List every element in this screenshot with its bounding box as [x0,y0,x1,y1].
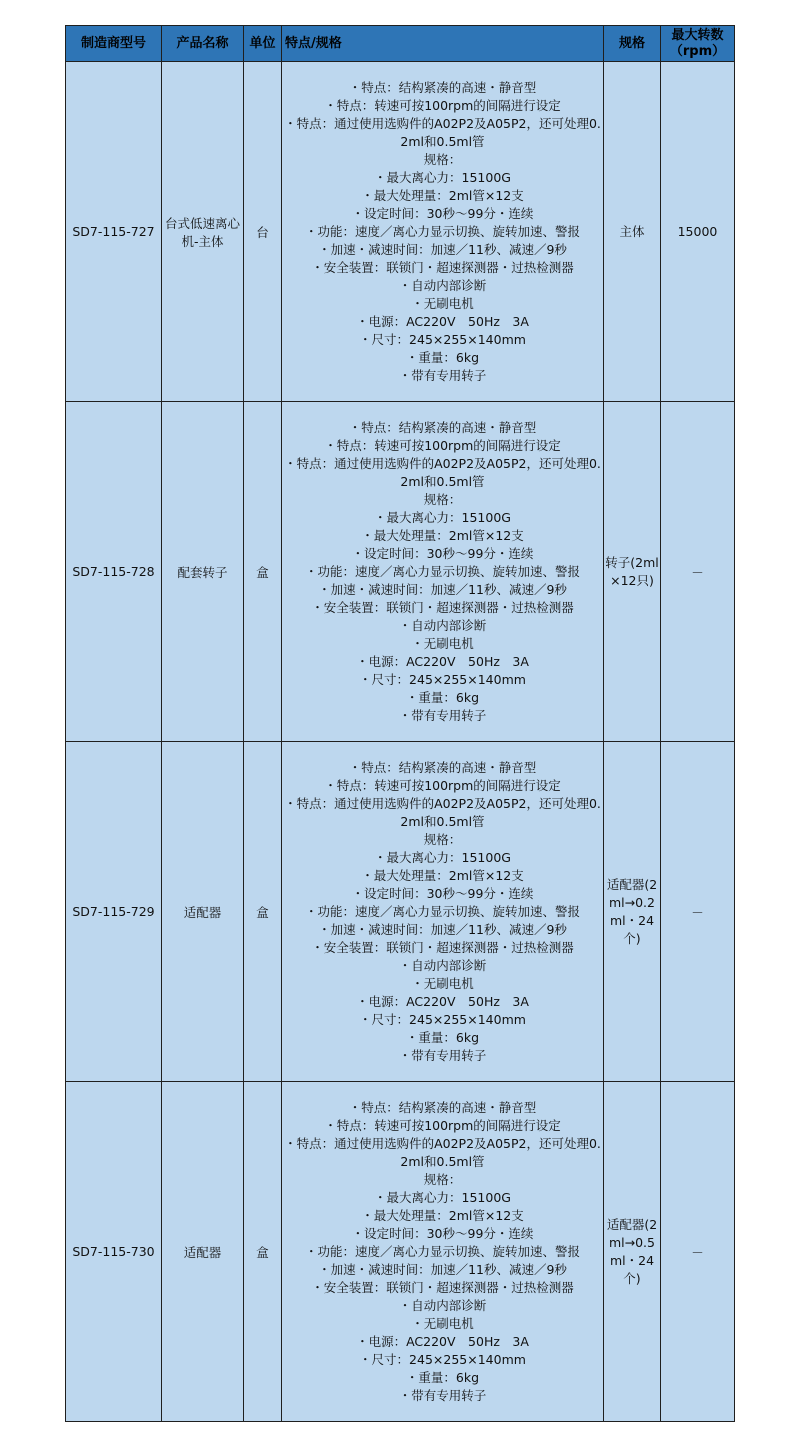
feature-line: 规格： [423,1171,462,1187]
feature-line: ・特点：转速可按100rpm的间隔进行设定 [324,777,561,793]
header-features: 特点/规格 [282,26,604,62]
cell-max-speed: － [661,402,735,742]
feature-line: ・最大处理量：2ml管×12支 [361,1207,524,1223]
feature-line: ・尺寸：245×255×140mm [359,331,526,347]
cell-features [282,742,604,1082]
feature-line: ・最大离心力：15100G [374,509,511,525]
feature-line: ・自动内部诊断 [398,1297,487,1313]
feature-line: ・功能：速度／离心力显示切换、旋转加速、警报 [304,903,580,919]
feature-line: ・安全装置：联锁门・超速探测器・过热检测器 [311,1279,574,1295]
feature-line: ・设定时间：30秒～99分・连续 [351,885,534,901]
feature-line: ・最大离心力：15100G [374,1189,511,1205]
feature-line: ・带有专用转子 [398,707,487,723]
feature-line: ・重量：6kg [405,349,480,365]
feature-line: ・加速・减速时间：加速／11秒、减速／9秒 [318,241,567,257]
cell-spec: 主体 [604,62,661,402]
table-row [66,1082,735,1422]
cell-model: SD7-115-728 [66,402,162,742]
cell-product-name: 适配器 [162,742,244,1082]
feature-line: ・设定时间：30秒～99分・连续 [351,205,534,221]
feature-line: ・尺寸：245×255×140mm [359,1351,526,1367]
header-product-name: 产品名称 [162,26,244,62]
feature-line: ・最大处理量：2ml管×12支 [361,867,524,883]
feature-line: ・功能：速度／离心力显示切换、旋转加速、警报 [304,563,580,579]
cell-unit: 盒 [244,742,282,1082]
cell-model: SD7-115-727 [66,62,162,402]
cell-features [282,402,604,742]
cell-unit: 盒 [244,1082,282,1422]
feature-line: ・特点：结构紧凑的高速・静音型 [348,1099,537,1115]
feature-line: ・特点：转速可按100rpm的间隔进行设定 [324,1117,561,1133]
feature-line: ・重量：6kg [405,1029,480,1045]
feature-line: ・尺寸：245×255×140mm [359,671,526,687]
table-row [66,62,735,402]
feature-line: ・自动内部诊断 [398,277,487,293]
cell-features [282,1082,604,1422]
cell-spec: 适配器(2ml→0.5ml・24个) [604,1082,661,1422]
feature-line: ・特点：通过使用选购件的A02P2及A05P2，还可处理0.2ml和0.5ml管 [284,795,601,829]
cell-max-speed: 15000 [661,62,735,402]
cell-spec: 适配器(2ml→0.2ml・24个) [604,742,661,1082]
feature-line: ・电源：AC220V 50Hz 3A [356,313,529,329]
feature-line: ・重量：6kg [405,689,480,705]
cell-unit: 台 [244,62,282,402]
feature-line: ・无刷电机 [411,295,474,311]
feature-line: 规格： [423,831,462,847]
cell-max-speed: － [661,1082,735,1422]
header-model: 制造商型号 [66,26,162,62]
table-row [66,402,735,742]
feature-line: ・无刷电机 [411,635,474,651]
feature-line: ・特点：转速可按100rpm的间隔进行设定 [324,437,561,453]
cell-model: SD7-115-729 [66,742,162,1082]
feature-line: ・最大离心力：15100G [374,849,511,865]
feature-line: ・无刷电机 [411,975,474,991]
feature-line: ・自动内部诊断 [398,957,487,973]
feature-line: ・加速・减速时间：加速／11秒、减速／9秒 [318,921,567,937]
header-unit: 单位 [244,26,282,62]
feature-line: 规格： [423,151,462,167]
feature-line: ・特点：通过使用选购件的A02P2及A05P2，还可处理0.2ml和0.5ml管 [284,115,601,149]
feature-line: ・电源：AC220V 50Hz 3A [356,1333,529,1349]
feature-line: ・尺寸：245×255×140mm [359,1011,526,1027]
feature-line: ・特点：通过使用选购件的A02P2及A05P2，还可处理0.2ml和0.5ml管 [284,455,601,489]
feature-line: ・特点：结构紧凑的高速・静音型 [348,79,537,95]
header-max-speed: 最大转数（rpm） [661,26,735,62]
feature-line: ・重量：6kg [405,1369,480,1385]
cell-max-speed: － [661,742,735,1082]
cell-unit: 盒 [244,402,282,742]
cell-spec: 转子(2ml×12只) [604,402,661,742]
feature-line: ・电源：AC220V 50Hz 3A [356,993,529,1009]
feature-line: ・带有专用转子 [398,1387,487,1403]
feature-line: ・安全装置：联锁门・超速探测器・过热检测器 [311,939,574,955]
feature-line: ・加速・减速时间：加速／11秒、减速／9秒 [318,1261,567,1277]
feature-line: ・特点：转速可按100rpm的间隔进行设定 [324,97,561,113]
feature-line: ・安全装置：联锁门・超速探测器・过热检测器 [311,599,574,615]
feature-line: ・带有专用转子 [398,367,487,383]
cell-product-name: 适配器 [162,1082,244,1422]
feature-line: ・功能：速度／离心力显示切换、旋转加速、警报 [304,1243,580,1259]
feature-line: 规格： [423,491,462,507]
feature-line: ・特点：通过使用选购件的A02P2及A05P2，还可处理0.2ml和0.5ml管 [284,1135,601,1169]
feature-line: ・特点：结构紧凑的高速・静音型 [348,419,537,435]
cell-features [282,62,604,402]
feature-line: ・带有专用转子 [398,1047,487,1063]
feature-line: ・无刷电机 [411,1315,474,1331]
feature-line: ・设定时间：30秒～99分・连续 [351,1225,534,1241]
feature-line: ・电源：AC220V 50Hz 3A [356,653,529,669]
feature-line: ・功能：速度／离心力显示切换、旋转加速、警报 [304,223,580,239]
table-header-row [66,26,735,62]
feature-line: ・安全装置：联锁门・超速探测器・过热检测器 [311,259,574,275]
feature-line: ・加速・减速时间：加速／11秒、减速／9秒 [318,581,567,597]
cell-product-name: 配套转子 [162,402,244,742]
feature-line: ・设定时间：30秒～99分・连续 [351,545,534,561]
table-row [66,742,735,1082]
feature-line: ・最大离心力：15100G [374,169,511,185]
feature-line: ・最大处理量：2ml管×12支 [361,187,524,203]
feature-line: ・特点：结构紧凑的高速・静音型 [348,759,537,775]
feature-line: ・自动内部诊断 [398,617,487,633]
product-spec-table [65,25,735,1422]
cell-model: SD7-115-730 [66,1082,162,1422]
feature-line: ・最大处理量：2ml管×12支 [361,527,524,543]
header-spec: 规格 [604,26,661,62]
cell-product-name: 台式低速离心机-主体 [162,62,244,402]
